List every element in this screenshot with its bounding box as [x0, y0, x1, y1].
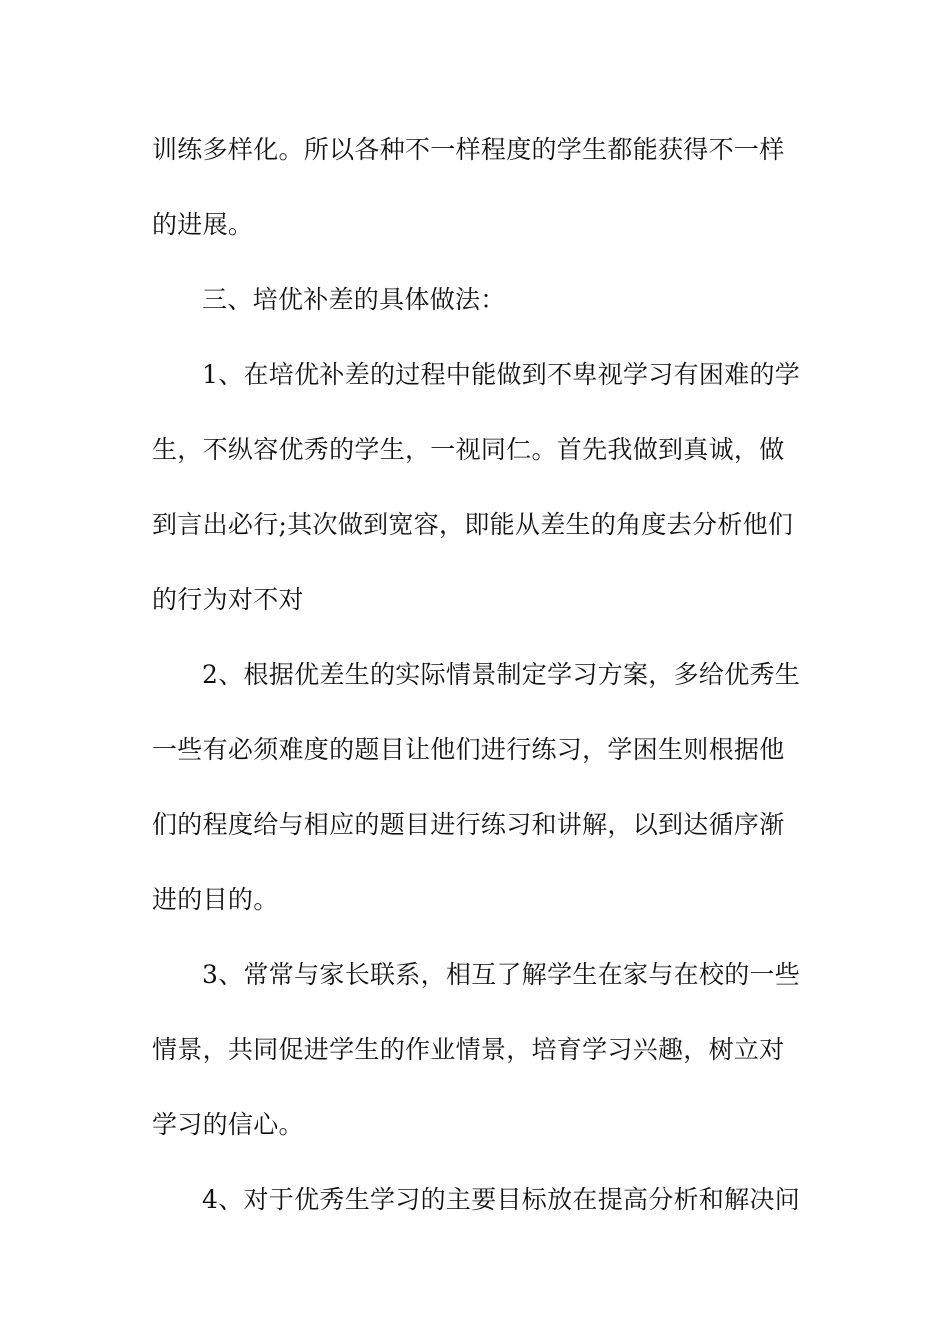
text-line: 2、根据优差生的实际情景制定学习方案，多给优秀生 [202, 660, 801, 689]
text-line: 学习的信心。 [152, 1110, 304, 1139]
text-line: 的行为对不对 [152, 585, 304, 614]
text-line: 到言出必行;其次做到宽容，即能从差生的角度去分析他们 [152, 510, 794, 539]
text-line: 的进展。 [152, 210, 254, 239]
text-line: 情景，共同促进学生的作业情景，培育学习兴趣，树立对 [152, 1035, 785, 1064]
text-line: 4、对于优秀生学习的主要目标放在提高分析和解决问 [202, 1185, 801, 1214]
text-line: 生，不纵容优秀的学生，一视同仁。首先我做到真诚，做 [152, 435, 785, 464]
text-line: 进的目的。 [152, 885, 279, 914]
text-line: 们的程度给与相应的题目进行练习和讲解，以到达循序渐 [152, 810, 785, 839]
section-heading: 三、培优补差的具体做法： [202, 285, 506, 314]
text-line: 1、在培优补差的过程中能做到不卑视学习有困难的学 [202, 360, 801, 389]
text-line: 3、常常与家长联系，相互了解学生在家与在校的一些 [202, 960, 801, 989]
text-line: 一些有必须难度的题目让他们进行练习，学困生则根据他 [152, 735, 785, 764]
text-line: 训练多样化。所以各种不一样程度的学生都能获得不一样 [152, 135, 785, 164]
